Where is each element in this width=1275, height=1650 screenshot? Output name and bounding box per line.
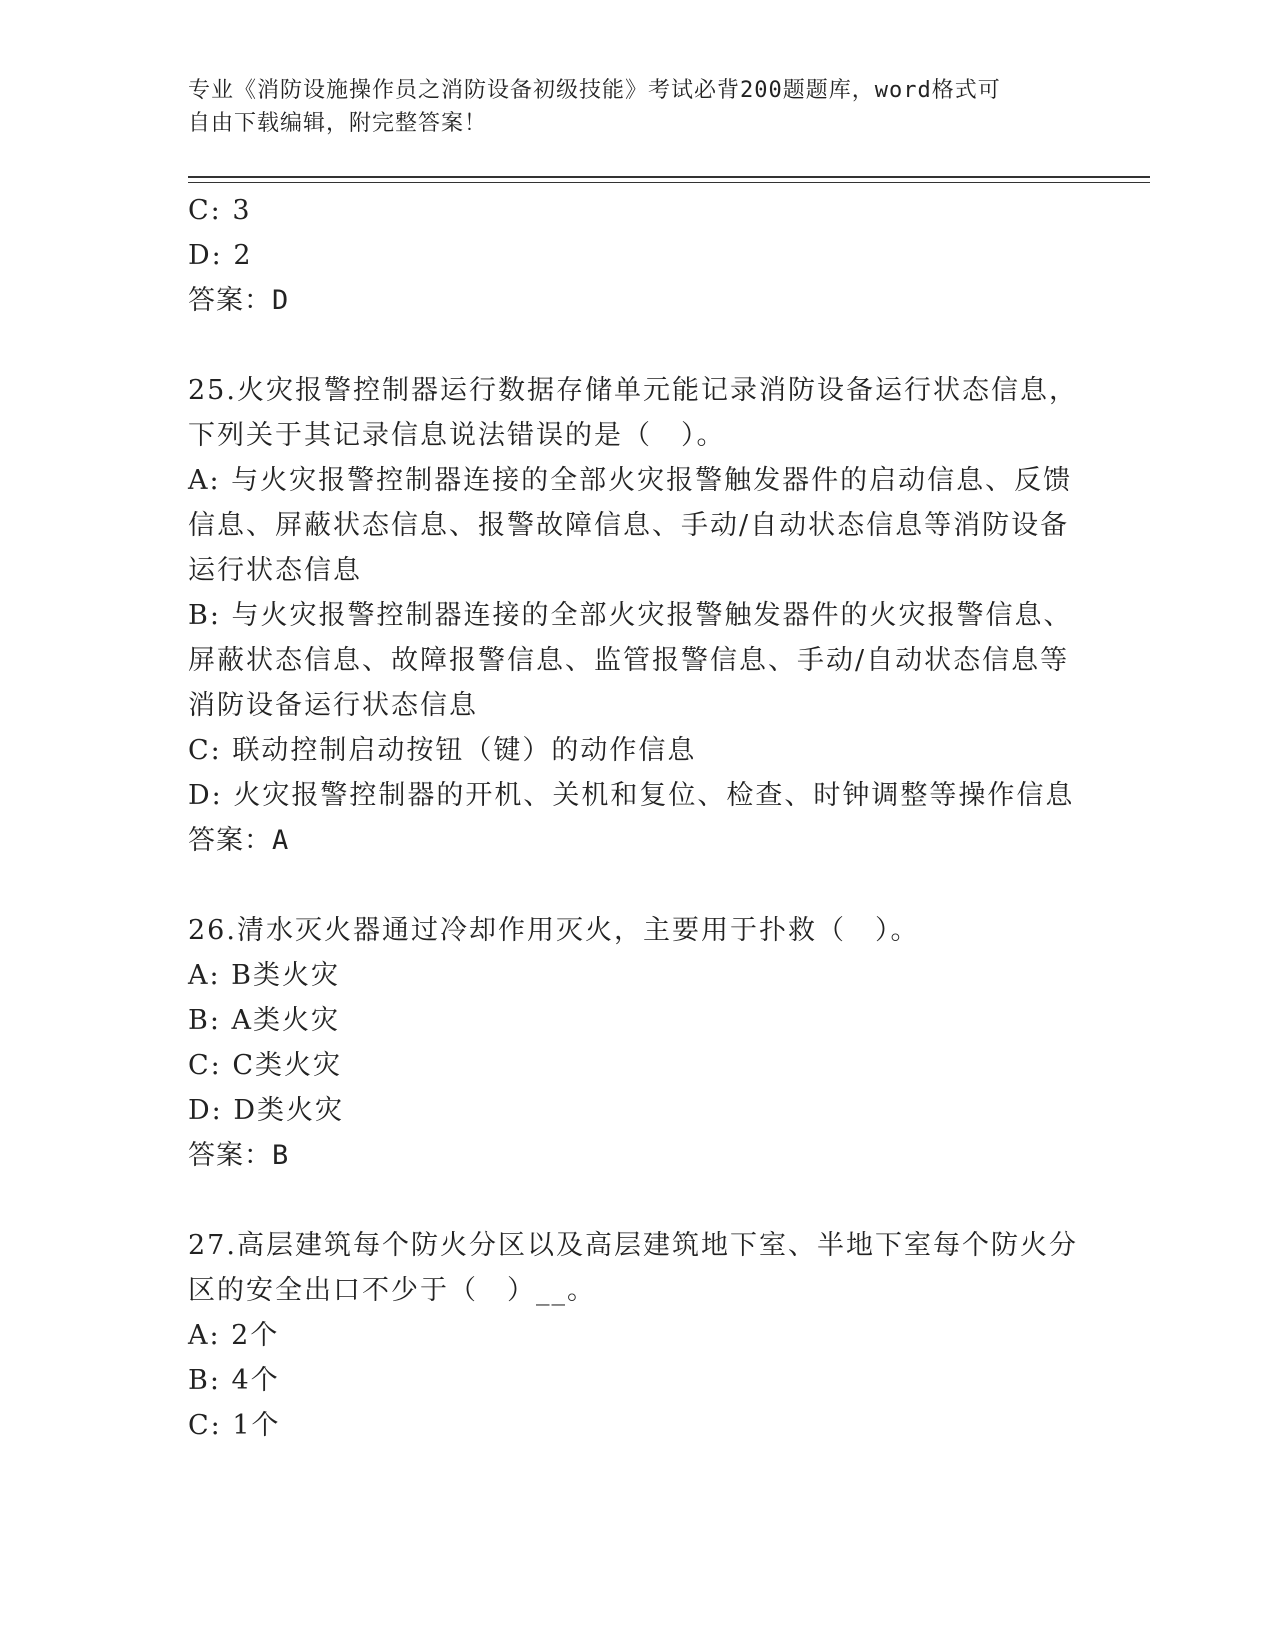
question-stem: 26.清水灭火器通过冷却作用灭火，主要用于扑救（ ）。	[188, 915, 920, 946]
option-a: A: 与火灾报警控制器连接的全部火灾报警触发器件的启动信息、反馈	[188, 465, 1073, 496]
option-a: A: B类火灾	[188, 960, 341, 991]
question-stem: 区的安全出口不少于（ ）__。	[188, 1275, 596, 1306]
answer-line: 答案：B	[188, 1140, 290, 1171]
question-25	[188, 368, 1088, 863]
header-line-1: 专业《消防设施操作员之消防设备初级技能》考试必背200题题库，word格式可	[188, 78, 1001, 103]
option-d: D: 2	[188, 240, 253, 271]
option-a-cont: 信息、屏蔽状态信息、报警故障信息、手动/自动状态信息等消防设备	[188, 510, 1070, 541]
option-d: D: D类火灾	[188, 1095, 344, 1126]
option-c: C: 联动控制启动按钮（键）的动作信息	[188, 735, 697, 766]
header-line-2: 自由下载编辑，附完整答案！	[188, 111, 488, 136]
spacer	[188, 323, 1088, 368]
option-b-cont: 消防设备运行状态信息	[188, 690, 478, 721]
question-27	[188, 1223, 1088, 1448]
option-a-cont: 运行状态信息	[188, 555, 362, 586]
question-stem: 下列关于其记录信息说法错误的是（ ）。	[188, 420, 726, 451]
option-c: C: 3	[188, 195, 252, 226]
answer-line: 答案：D	[188, 285, 290, 316]
option-b: B: 4个	[188, 1365, 280, 1396]
header-divider-thin	[188, 182, 1150, 183]
spacer	[188, 863, 1088, 908]
option-a: A: 2个	[188, 1320, 280, 1351]
document-header	[188, 74, 1068, 140]
header-divider-thick	[188, 176, 1150, 178]
option-c: C: C类火灾	[188, 1050, 342, 1081]
question-content	[188, 188, 1088, 1448]
answer-line: 答案：A	[188, 825, 290, 856]
question-stem: 25.火灾报警控制器运行数据存储单元能记录消防设备运行状态信息，	[188, 375, 1078, 406]
option-b-cont: 屏蔽状态信息、故障报警信息、监管报警信息、手动/自动状态信息等	[188, 645, 1070, 676]
option-b: B: A类火灾	[188, 1005, 341, 1036]
question-stem: 27.高层建筑每个防火分区以及高层建筑地下室、半地下室每个防火分	[188, 1230, 1078, 1261]
option-c: C: 1个	[188, 1410, 281, 1441]
option-d: D: 火灾报警控制器的开机、关机和复位、检查、时钟调整等操作信息	[188, 780, 1075, 811]
option-b: B: 与火灾报警控制器连接的全部火灾报警触发器件的火灾报警信息、	[188, 600, 1073, 631]
spacer	[188, 1178, 1088, 1223]
question-26	[188, 908, 1088, 1178]
